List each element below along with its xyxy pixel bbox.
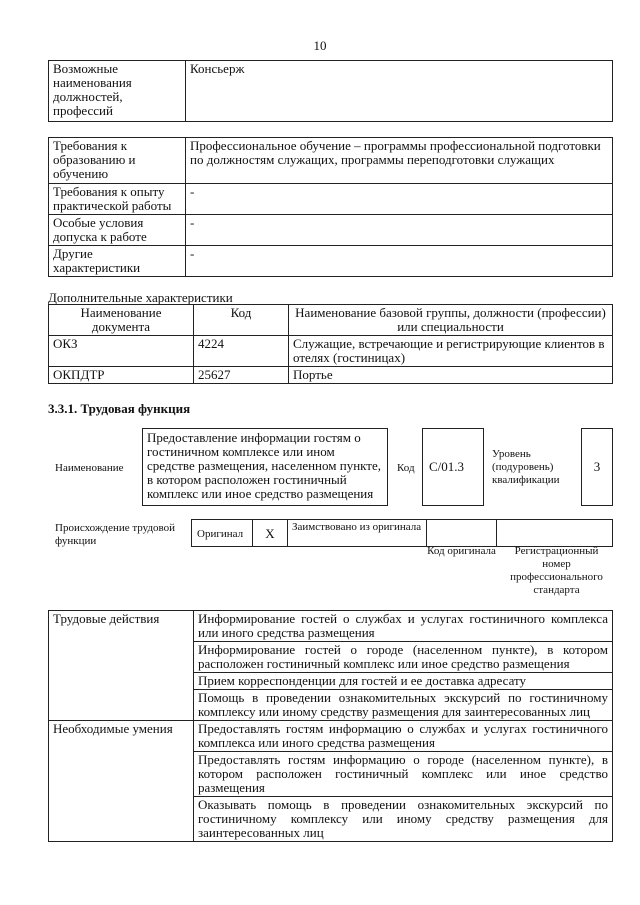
additional-code: 4224 [194, 336, 289, 367]
skills-label: Необходимые умения [49, 721, 194, 842]
additional-header-code: Код [194, 305, 289, 336]
table-row [49, 721, 613, 752]
function-name-value: Предоставление информации гостям о гостиничном комплексе или ином средстве размещения, населенном пункте, в котором расположен гостиничный комплекс или иное средство размещения [142, 428, 388, 506]
requirements-table [48, 137, 613, 277]
labor-action-item: Информирование гостей о службах и услугах гостиничного комплекса или иного средства размещения [194, 611, 613, 642]
function-code-label: Код [397, 462, 415, 474]
additional-title: Дополнительные характеристики [48, 290, 233, 305]
labor-action-item: Прием корреспонденции для гостей и ее доставка адресату [194, 673, 613, 690]
requirements-row [49, 215, 613, 246]
origin-code-cell [426, 519, 497, 547]
function-code-value: C/01.3 [422, 428, 484, 506]
requirements-row [49, 138, 613, 184]
requirement-value: Профессиональное обучение – программы профессиональной подготовки по должностям служащих, программы переподготовки служащих [186, 138, 613, 184]
labor-action-item: Информирование гостей о городе (населенном пункте), в котором расположен гостиничный комплекс или иное средство размещения [194, 642, 613, 673]
requirements-row [49, 246, 613, 277]
additional-header-doc: Наименование документа [49, 305, 194, 336]
origin-borrowed-label: Заимствовано из оригинала [287, 519, 427, 547]
origin-original-label: Оригинал [191, 519, 253, 547]
positions-label: Возможные наименования должностей, профессий [49, 61, 186, 122]
labor-action-item: Помощь в проведении ознакомительных экскурсий по гостиничному комплексу или иному средству размещения для заинтересованных лиц [194, 690, 613, 721]
labor-actions-label: Трудовые действия [49, 611, 194, 721]
requirement-value: - [186, 184, 613, 215]
table-row [49, 336, 613, 367]
origin-code-caption: Код оригинала [427, 545, 496, 557]
requirement-label: Требования к опыту практической работы [49, 184, 186, 215]
function-level-label: Уровень (подуровень) квалификации [492, 448, 560, 486]
additional-code: 25627 [194, 367, 289, 384]
requirement-label: Другие характеристики [49, 246, 186, 277]
page-number: 10 [313, 38, 327, 53]
skill-item: Предоставлять гостям информацию о городе (населенном пункте), в котором расположен гостиничный комплекс или иное средство размещения [194, 752, 613, 797]
requirements-row [49, 184, 613, 215]
function-name-label: Наименование [55, 462, 124, 474]
function-heading: 3.3.1. Трудовая функция [48, 401, 191, 416]
origin-label: Происхождение трудовой функции [55, 522, 176, 547]
function-level-value: 3 [581, 428, 613, 506]
table-row [49, 611, 613, 642]
additional-doc: ОКЗ [49, 336, 194, 367]
requirement-value: - [186, 215, 613, 246]
origin-original-mark: X [252, 519, 288, 547]
positions-table [48, 60, 613, 122]
origin-reg-cell [496, 519, 613, 547]
additional-name: Служащие, встречающие и регистрирующие клиентов в отелях (гостиницах) [289, 336, 613, 367]
table-row [49, 367, 613, 384]
additional-table [48, 304, 613, 384]
skill-item: Оказывать помощь в проведении ознакомительных экскурсий по гостиничному комплексу или иному средству размещения для заинтересованных лиц [194, 797, 613, 842]
skill-item: Предоставлять гостям информацию о службах и услугах гостиничного комплекса или иного средства размещения [194, 721, 613, 752]
actions-skills-table [48, 610, 613, 842]
requirement-label: Требования к образованию и обучению [49, 138, 186, 184]
additional-doc: ОКПДТР [49, 367, 194, 384]
positions-value: Консьерж [186, 61, 613, 122]
origin-reg-caption: Регистрационный номер профессионального стандарта [510, 545, 603, 596]
additional-name: Портье [289, 367, 613, 384]
requirement-value: - [186, 246, 613, 277]
requirement-label: Особые условия допуска к работе [49, 215, 186, 246]
additional-header-name: Наименование базовой группы, должности (профессии) или специальности [289, 305, 613, 336]
